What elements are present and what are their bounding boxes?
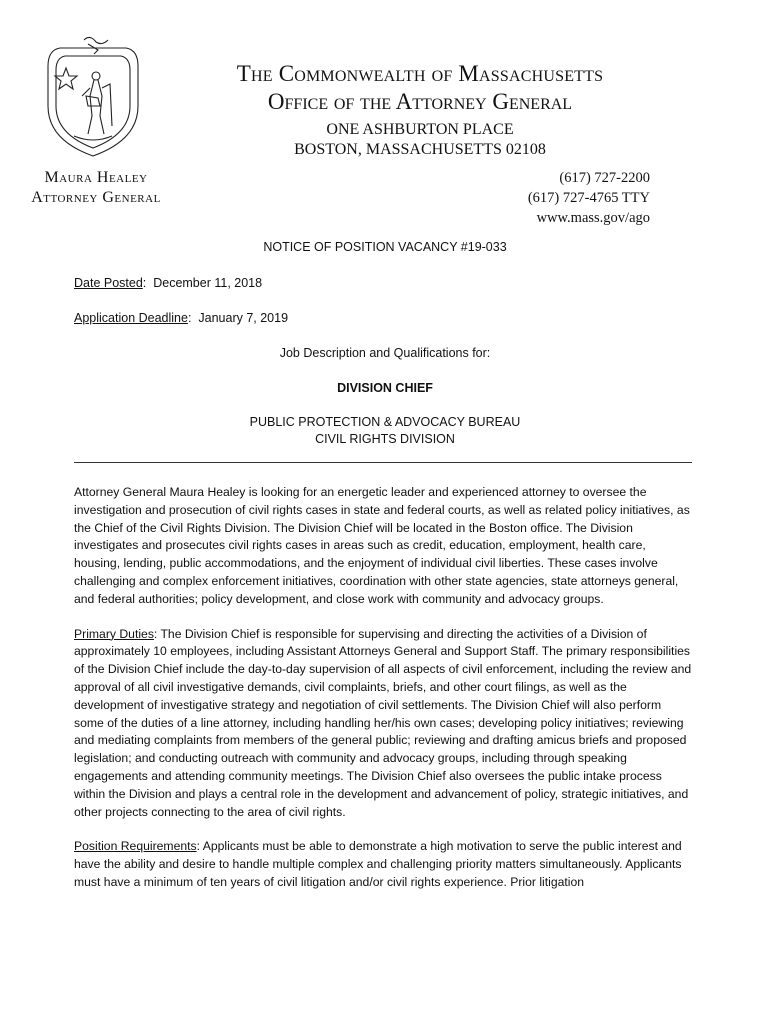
application-deadline-value: January 7, 2019 bbox=[198, 311, 289, 325]
application-deadline: Application Deadline: January 7, 2019 bbox=[74, 311, 289, 325]
address-line2: BOSTON, MASSACHUSETTS 02108 bbox=[294, 141, 546, 158]
office-title: The Commonwealth of Massachusetts bbox=[236, 61, 604, 86]
application-deadline-label: Application Deadline bbox=[74, 311, 188, 325]
requirements-text: : Applicants must be able to demonstrate a high motivation to serve the public interest and have the ability and desire to handle multiple complex and challenging priority matters simultaneously. Applicants must have a minimum of ten years of civil litigation and/or civil rights experience. Prior litigation bbox=[74, 839, 682, 889]
massachusetts-seal-icon bbox=[38, 36, 148, 160]
notice-title: NOTICE OF POSITION VACANCY #19-033 bbox=[263, 240, 507, 254]
attorney-general-block bbox=[26, 168, 166, 208]
date-posted: Date Posted: December 11, 2018 bbox=[74, 276, 263, 290]
duties-text: : The Division Chief is responsible for supervising and directing the activities of a Division of approximately 10 employees, including Assistant Attorneys General and Support Staff. The primary responsibilities of the Division Chief include the day-to-day supervision of all aspects of civil enforcement, including the review and approval of all civil investigative demands, civil complaints, briefs, and other court filings, as well as the development of investigative strategy and negotiation of civil settlements. The Division Chief will also perform some of the duties of a line attorney, including handling her/his own cases; developing policy initiatives; reviewing and mediating complaints from members of the general public; reviewing and drafting amicus briefs and proposed legislation; and conducting outreach with community and advocacy groups, including through speaking engagements and attending community meetings. The Division Chief also oversees the public intake process within the Division and plays a central role in the development and advancement of policy, strategic initiatives, and other projects connecting to the area of civil rights. bbox=[74, 626, 692, 819]
body-content bbox=[74, 484, 694, 909]
office-header bbox=[150, 60, 690, 160]
duties-label: Primary Duties bbox=[74, 626, 154, 641]
attorney-general-title: Attorney General bbox=[31, 189, 161, 206]
date-posted-value: December 11, 2018 bbox=[153, 276, 263, 290]
contact-block bbox=[528, 168, 650, 228]
job-intro: Job Description and Qualifications for: bbox=[279, 346, 491, 360]
duties-paragraph bbox=[74, 626, 694, 822]
division-name: CIVIL RIGHTS DIVISION bbox=[315, 432, 455, 446]
office-subtitle: Office of the Attorney General bbox=[267, 89, 573, 114]
tty-number: (617) 727-4765 TTY bbox=[527, 190, 650, 206]
address-line1: ONE ASHBURTON PLACE bbox=[326, 121, 514, 138]
requirements-label: Position Requirements bbox=[74, 839, 197, 854]
divider bbox=[74, 462, 692, 463]
intro-paragraph: Attorney General Maura Healey is looking for an energetic leader and experienced attorney to oversee the investigation and prosecution of civil rights cases in state and federal courts, as well as related policy initiatives, as the Chief of the Civil Rights Division. The Division Chief will be located in the Boston office. The Division investigates and prosecutes civil rights cases in areas such as credit, education, employment, health care, housing, lending, public accommodations, and the enjoyment of individual civil liberties. These cases involve challenging and complex enforcement initiatives, coordination with other state agencies, state attorneys general, and federal authorities; policy development, and close work with community and advocacy groups. bbox=[74, 485, 690, 606]
bureau-name: PUBLIC PROTECTION & ADVOCACY BUREAU bbox=[249, 415, 521, 429]
attorney-general-name: Maura Healey bbox=[44, 169, 148, 186]
website-link[interactable]: www.mass.gov/ago bbox=[536, 210, 650, 226]
phone-number: (617) 727-2200 bbox=[559, 170, 650, 186]
date-posted-label: Date Posted bbox=[74, 276, 143, 290]
position-title: DIVISION CHIEF bbox=[337, 381, 433, 395]
requirements-paragraph bbox=[74, 838, 694, 891]
